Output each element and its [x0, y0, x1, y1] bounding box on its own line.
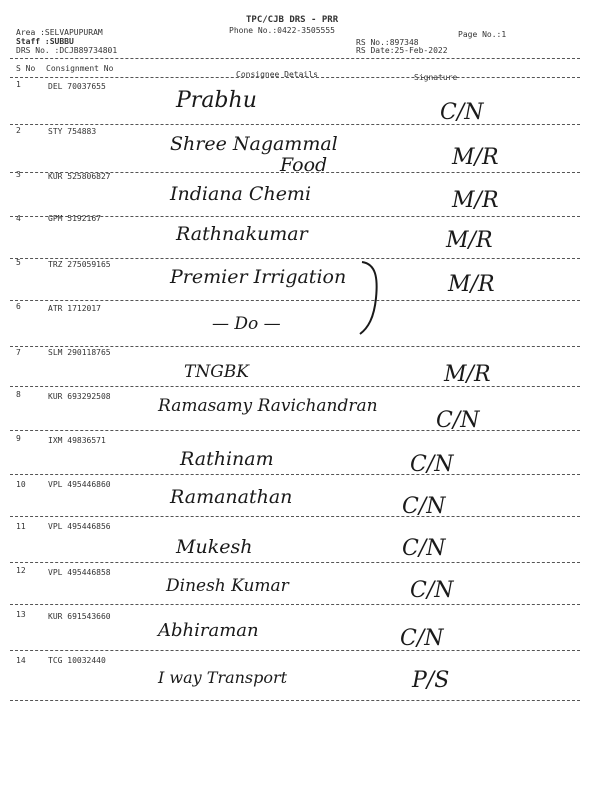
row-13-signature: C/N — [400, 626, 444, 651]
row-divider — [10, 562, 580, 563]
row-4-consignee: Rathnakumar — [176, 223, 308, 245]
row-13-consignee: Abhiraman — [158, 620, 259, 641]
row-14-signature: P/S — [412, 668, 450, 693]
row-5-sno: 5 — [16, 258, 21, 267]
page-number: Page No.:1 — [458, 30, 507, 39]
row-11-signature: C/N — [402, 536, 446, 561]
row-divider — [10, 516, 580, 517]
rs-date: RS Date:25-Feb-2022 — [356, 46, 448, 55]
row-13-sno: 13 — [16, 610, 26, 619]
row-divider — [10, 300, 580, 301]
column-signature: Signature — [414, 73, 458, 82]
row-6-sno: 6 — [16, 302, 21, 311]
row-3-consignment: KUR 525806827 — [48, 172, 111, 181]
row-divider — [10, 258, 580, 259]
row-divider — [10, 430, 580, 431]
row-12-consignee: Dinesh Kumar — [166, 576, 289, 596]
row-10-consignment: VPL 495446860 — [48, 480, 111, 489]
row-2-consignee-line2: Food — [280, 154, 328, 176]
row-2-signature: M/R — [452, 145, 499, 170]
row-5-consignment: TRZ 275059165 — [48, 260, 111, 269]
row-7-sno: 7 — [16, 348, 21, 357]
row-7-consignment: SLM 290118765 — [48, 348, 111, 357]
column-header-divider — [10, 77, 580, 78]
row-11-consignee: Mukesh — [176, 536, 253, 558]
row-10-consignee: Ramanathan — [170, 486, 293, 508]
row-divider — [10, 124, 580, 125]
row-8-consignee: Ramasamy Ravichandran — [158, 396, 378, 416]
row-11-consignment: VPL 495446856 — [48, 522, 111, 531]
phone-number: Phone No.:0422-3505555 — [229, 26, 335, 35]
row-1-signature: C/N — [440, 100, 484, 125]
drs-number: DRS No. :DCJB89734801 — [16, 46, 118, 55]
row-7-consignee: TNGBK — [184, 362, 249, 382]
row-divider — [10, 386, 580, 387]
row-divider — [10, 474, 580, 475]
row-8-consignment: KUR 693292508 — [48, 392, 111, 401]
row-4-sno: 4 — [16, 214, 21, 223]
rs-number: RS No.:897348 — [356, 38, 419, 47]
row-14-consignee: I way Transport — [158, 668, 288, 687]
row-12-signature: C/N — [410, 578, 454, 603]
row-5-consignee: Premier Irrigation — [170, 266, 347, 288]
row-2-consignee: Shree Nagammal — [170, 133, 338, 155]
column-sno: S No — [16, 64, 36, 73]
row-12-consignment: VPL 495446858 — [48, 568, 111, 577]
area-field: Area :SELVAPUPURAM — [16, 28, 103, 37]
staff-field: Staff :SUBBU — [16, 37, 74, 46]
document-title: TPC/CJB DRS - PRR — [246, 15, 339, 25]
row-10-signature: C/N — [402, 494, 446, 519]
row-divider — [10, 346, 580, 347]
bracket-mark — [356, 258, 386, 338]
header-divider — [10, 58, 580, 59]
row-1-consignment: DEL 70037655 — [48, 82, 106, 91]
row-9-consignment: IXM 49836571 — [48, 436, 106, 445]
row-9-consignee: Rathinam — [180, 448, 274, 470]
row-6-consignment: ATR 1712017 — [48, 304, 101, 313]
row-14-sno: 14 — [16, 656, 26, 665]
row-4-consignment: GPM 5192167 — [48, 214, 101, 223]
row-1-sno: 1 — [16, 80, 21, 89]
column-consignment: Consignment No — [46, 64, 114, 73]
row-12-sno: 12 — [16, 566, 26, 575]
row-13-consignment: KUR 691543660 — [48, 612, 111, 621]
row-10-sno: 10 — [16, 480, 26, 489]
row-divider — [10, 650, 580, 651]
row-8-signature: C/N — [436, 408, 480, 433]
row-6-consignee: — Do — — [212, 314, 281, 334]
row-9-sno: 9 — [16, 434, 21, 443]
row-14-consignment: TCG 10032440 — [48, 656, 106, 665]
row-2-consignment: STY 754883 — [48, 127, 97, 136]
row-2-sno: 2 — [16, 126, 21, 135]
row-divider — [10, 700, 580, 701]
row-5-signature: M/R — [448, 272, 495, 297]
row-1-consignee: Prabhu — [176, 88, 257, 113]
row-3-signature: M/R — [452, 188, 499, 213]
row-4-signature: M/R — [446, 228, 493, 253]
row-3-consignee: Indiana Chemi — [170, 183, 312, 205]
column-consignee: Consignee Details — [236, 70, 318, 79]
row-9-signature: C/N — [410, 452, 454, 477]
row-divider — [10, 604, 580, 605]
row-3-sno: 3 — [16, 170, 21, 179]
row-8-sno: 8 — [16, 390, 21, 399]
row-11-sno: 11 — [16, 522, 26, 531]
row-7-signature: M/R — [444, 362, 491, 387]
